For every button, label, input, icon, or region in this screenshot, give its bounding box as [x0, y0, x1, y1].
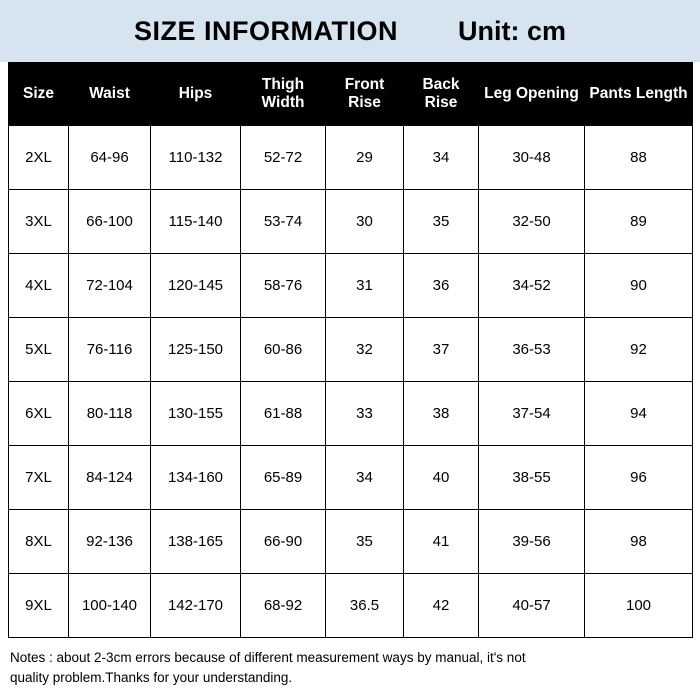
cell-back-rise: 40 [404, 446, 479, 510]
cell-size: 2XL [9, 126, 69, 190]
cell-back-rise: 41 [404, 510, 479, 574]
cell-pants-length: 98 [585, 510, 693, 574]
cell-pants-length: 88 [585, 126, 693, 190]
cell-back-rise: 37 [404, 318, 479, 382]
cell-leg-opening: 37-54 [479, 382, 585, 446]
table-header-row [9, 63, 693, 126]
table-row [9, 318, 693, 382]
cell-waist: 72-104 [69, 254, 151, 318]
column-header-size: Size [9, 63, 69, 126]
column-header-hips: Hips [151, 63, 241, 126]
notes-block [0, 648, 700, 689]
column-header-thigh-width: Thigh Width [241, 63, 326, 126]
cell-pants-length: 94 [585, 382, 693, 446]
table-row [9, 510, 693, 574]
table-row [9, 382, 693, 446]
cell-thigh: 58-76 [241, 254, 326, 318]
cell-back-rise: 36 [404, 254, 479, 318]
cell-back-rise: 35 [404, 190, 479, 254]
size-information-table [8, 62, 693, 638]
notes-line-1: Notes : about 2-3cm errors because of different measurement ways by manual, it's not [10, 650, 526, 665]
cell-waist: 80-118 [69, 382, 151, 446]
cell-waist: 84-124 [69, 446, 151, 510]
cell-leg-opening: 34-52 [479, 254, 585, 318]
cell-pants-length: 90 [585, 254, 693, 318]
page-title: SIZE INFORMATION [134, 15, 398, 46]
cell-thigh: 65-89 [241, 446, 326, 510]
cell-front-rise: 31 [326, 254, 404, 318]
cell-leg-opening: 32-50 [479, 190, 585, 254]
table-row [9, 126, 693, 190]
cell-leg-opening: 30-48 [479, 126, 585, 190]
cell-hips: 120-145 [151, 254, 241, 318]
cell-front-rise: 30 [326, 190, 404, 254]
cell-waist: 100-140 [69, 574, 151, 638]
cell-size: 9XL [9, 574, 69, 638]
cell-hips: 110-132 [151, 126, 241, 190]
column-header-back-rise: Back Rise [404, 63, 479, 126]
cell-thigh: 60-86 [241, 318, 326, 382]
table-row [9, 190, 693, 254]
cell-leg-opening: 38-55 [479, 446, 585, 510]
cell-waist: 66-100 [69, 190, 151, 254]
table-row [9, 254, 693, 318]
cell-waist: 64-96 [69, 126, 151, 190]
cell-thigh: 66-90 [241, 510, 326, 574]
table-row [9, 446, 693, 510]
cell-hips: 115-140 [151, 190, 241, 254]
cell-thigh: 53-74 [241, 190, 326, 254]
cell-size: 5XL [9, 318, 69, 382]
cell-size: 4XL [9, 254, 69, 318]
cell-leg-opening: 39-56 [479, 510, 585, 574]
cell-hips: 138-165 [151, 510, 241, 574]
cell-size: 8XL [9, 510, 69, 574]
table-container [0, 62, 700, 638]
cell-thigh: 68-92 [241, 574, 326, 638]
cell-leg-opening: 40-57 [479, 574, 585, 638]
column-header-waist: Waist [69, 63, 151, 126]
cell-hips: 142-170 [151, 574, 241, 638]
cell-front-rise: 32 [326, 318, 404, 382]
cell-hips: 130-155 [151, 382, 241, 446]
cell-pants-length: 96 [585, 446, 693, 510]
cell-front-rise: 33 [326, 382, 404, 446]
column-header-front-rise: Front Rise [326, 63, 404, 126]
column-header-pants-length: Pants Length [585, 63, 693, 126]
cell-size: 7XL [9, 446, 69, 510]
cell-leg-opening: 36-53 [479, 318, 585, 382]
cell-pants-length: 89 [585, 190, 693, 254]
cell-waist: 92-136 [69, 510, 151, 574]
header-band [0, 0, 700, 62]
cell-pants-length: 100 [585, 574, 693, 638]
cell-front-rise: 35 [326, 510, 404, 574]
cell-size: 3XL [9, 190, 69, 254]
unit-label: Unit: cm [458, 15, 566, 46]
cell-back-rise: 42 [404, 574, 479, 638]
cell-hips: 134-160 [151, 446, 241, 510]
column-header-leg-opening: Leg Opening [479, 63, 585, 126]
cell-front-rise: 29 [326, 126, 404, 190]
cell-back-rise: 34 [404, 126, 479, 190]
cell-thigh: 52-72 [241, 126, 326, 190]
cell-back-rise: 38 [404, 382, 479, 446]
cell-front-rise: 34 [326, 446, 404, 510]
cell-waist: 76-116 [69, 318, 151, 382]
cell-pants-length: 92 [585, 318, 693, 382]
table-row [9, 574, 693, 638]
cell-thigh: 61-88 [241, 382, 326, 446]
cell-front-rise: 36.5 [326, 574, 404, 638]
notes-line-2: quality problem.Thanks for your understanding. [10, 670, 293, 686]
cell-size: 6XL [9, 382, 69, 446]
cell-hips: 125-150 [151, 318, 241, 382]
